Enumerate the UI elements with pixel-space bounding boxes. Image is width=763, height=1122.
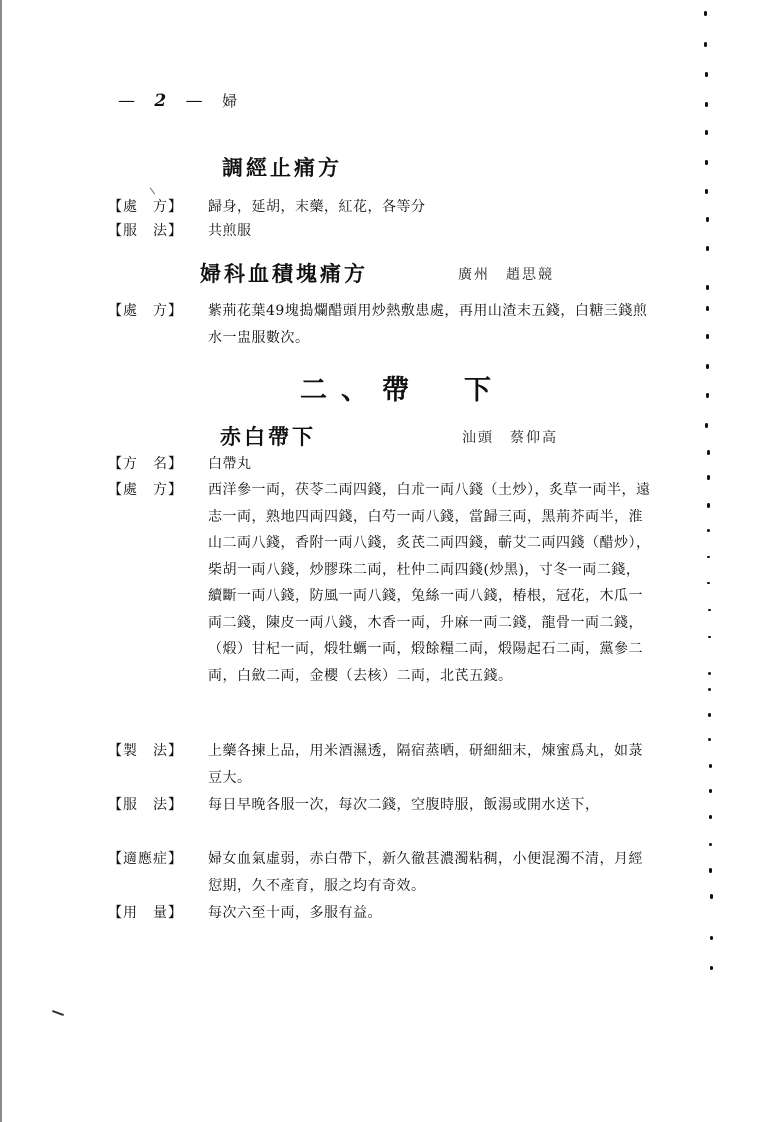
binding-dot (707, 529, 710, 532)
binding-dot (708, 672, 711, 675)
binding-dot (707, 450, 710, 455)
recipe-title: 赤白帶下 (220, 424, 316, 449)
field-value: 上藥各揀上品，用米酒濕透，隔宿蒸晒，研細細末，煉蜜爲丸，如菉豆大。 (208, 743, 643, 786)
recipe-author: 廣州 趙思競 (458, 267, 554, 283)
page-edge-line (0, 0, 2, 1122)
field-label: 【處 方】 (108, 199, 183, 215)
binding-dot (709, 815, 712, 819)
binding-holes (700, 0, 720, 1000)
recipe-field-indications (108, 846, 653, 899)
field-label: 【服 法】 (108, 797, 183, 813)
recipe-field-dosage-method (108, 792, 653, 819)
recipe-title: 婦科血積塊痛方 (200, 261, 368, 286)
recipe-field-quantity (108, 900, 653, 927)
binding-dot (710, 966, 713, 970)
recipe-field-dosage-method (108, 218, 653, 245)
binding-dot (708, 688, 711, 691)
field-label: 【適應症】 (108, 851, 183, 867)
binding-dot (709, 843, 712, 846)
binding-dot (707, 503, 710, 508)
recipe-field-prescription (108, 194, 653, 221)
field-label: 【處 方】 (108, 303, 183, 319)
recipe-field-preparation (108, 738, 653, 791)
header-dash-right: — (185, 91, 205, 111)
binding-dot (706, 285, 709, 290)
binding-dot (706, 306, 709, 311)
section-heading: 二、帶 下 (300, 375, 505, 406)
binding-dot (708, 738, 711, 741)
binding-dot (704, 42, 707, 47)
page-header (118, 90, 239, 111)
binding-dot (710, 936, 713, 940)
binding-dot (710, 894, 713, 899)
binding-dot (706, 217, 709, 222)
field-value: 西洋參一両，茯苓二両四錢，白朮一両八錢（土炒），炙草一両半，遠志一両，熟地四両四錢，白芍一両八錢，當歸三両，黑荊芥両半，淮山二両八錢，香附一両八錢，炙芪二両四錢，蘄艾二両四錢（醋炒），柴胡一両八錢，炒膠珠二両，杜仲二両四錢(炒黑)，寸冬一両二錢，續斷一両八錢，防風一両八錢，兔絲一両八錢，椿根，冠花，木瓜一両二錢，陳皮一両八錢，木香一両，升麻一両二錢，龍骨一両二錢，（煅）甘杞一両，煅牡蠣一両，煅餘糧二両，煅陽起石二両，黨參二両，白斂二両，金櫻（去核）二両，北芪五錢。 (208, 482, 651, 684)
field-label: 【服 法】 (108, 223, 183, 239)
binding-dot (709, 868, 712, 873)
field-label: 【處 方】 (108, 482, 183, 498)
binding-dot (705, 189, 708, 194)
binding-dot (707, 556, 710, 558)
binding-dot (706, 393, 709, 398)
field-value: 共煎服 (208, 223, 252, 239)
binding-dot (705, 423, 708, 428)
field-value: 白帶丸 (208, 456, 252, 472)
field-label: 【用 量】 (108, 905, 183, 921)
recipe-field-prescription (108, 477, 653, 689)
binding-dot (706, 364, 709, 369)
binding-dot (707, 475, 710, 480)
binding-dot (706, 334, 709, 339)
binding-dot (709, 764, 712, 768)
section-label: 婦 (222, 92, 240, 110)
binding-dot (704, 11, 707, 16)
binding-dot (706, 246, 709, 251)
recipe-author: 汕頭 蔡仰高 (462, 430, 558, 446)
binding-dot (705, 160, 708, 165)
field-value: 每次六至十両，多服有益。 (208, 905, 382, 921)
field-value: 紫荊花葉49塊搗爛醋頭用炒熱敷患處，再用山渣末五錢，白糖三錢煎水一盅服數次。 (208, 303, 648, 346)
binding-dot (708, 713, 711, 717)
recipe-title: 調經止痛方 (222, 155, 342, 180)
field-value: 每日早晚各服一次，每次二錢，空腹時服，飯湯或開水送下， (208, 797, 600, 813)
field-label: 【製 法】 (108, 743, 183, 759)
scan-speck (52, 1010, 64, 1016)
page-number: 2 (154, 91, 169, 111)
binding-dot (705, 72, 708, 77)
field-value: 婦女血氣虛弱，赤白帶下，新久徹甚濃濁粘稠，小便混濁不清，月經愆期，久不產育，服之均有奇效。 (208, 851, 643, 894)
recipe-field-name (108, 451, 653, 478)
binding-dot (709, 789, 712, 793)
binding-dot (707, 582, 710, 584)
binding-dot (705, 102, 708, 107)
field-value: 歸身，延胡，末藥，紅花，各等分 (208, 199, 426, 215)
recipe-field-prescription (108, 298, 653, 351)
binding-dot (708, 636, 711, 638)
header-dash-left: — (118, 91, 137, 111)
binding-dot (708, 609, 711, 611)
field-label: 【方 名】 (108, 456, 183, 472)
binding-dot (705, 130, 708, 135)
